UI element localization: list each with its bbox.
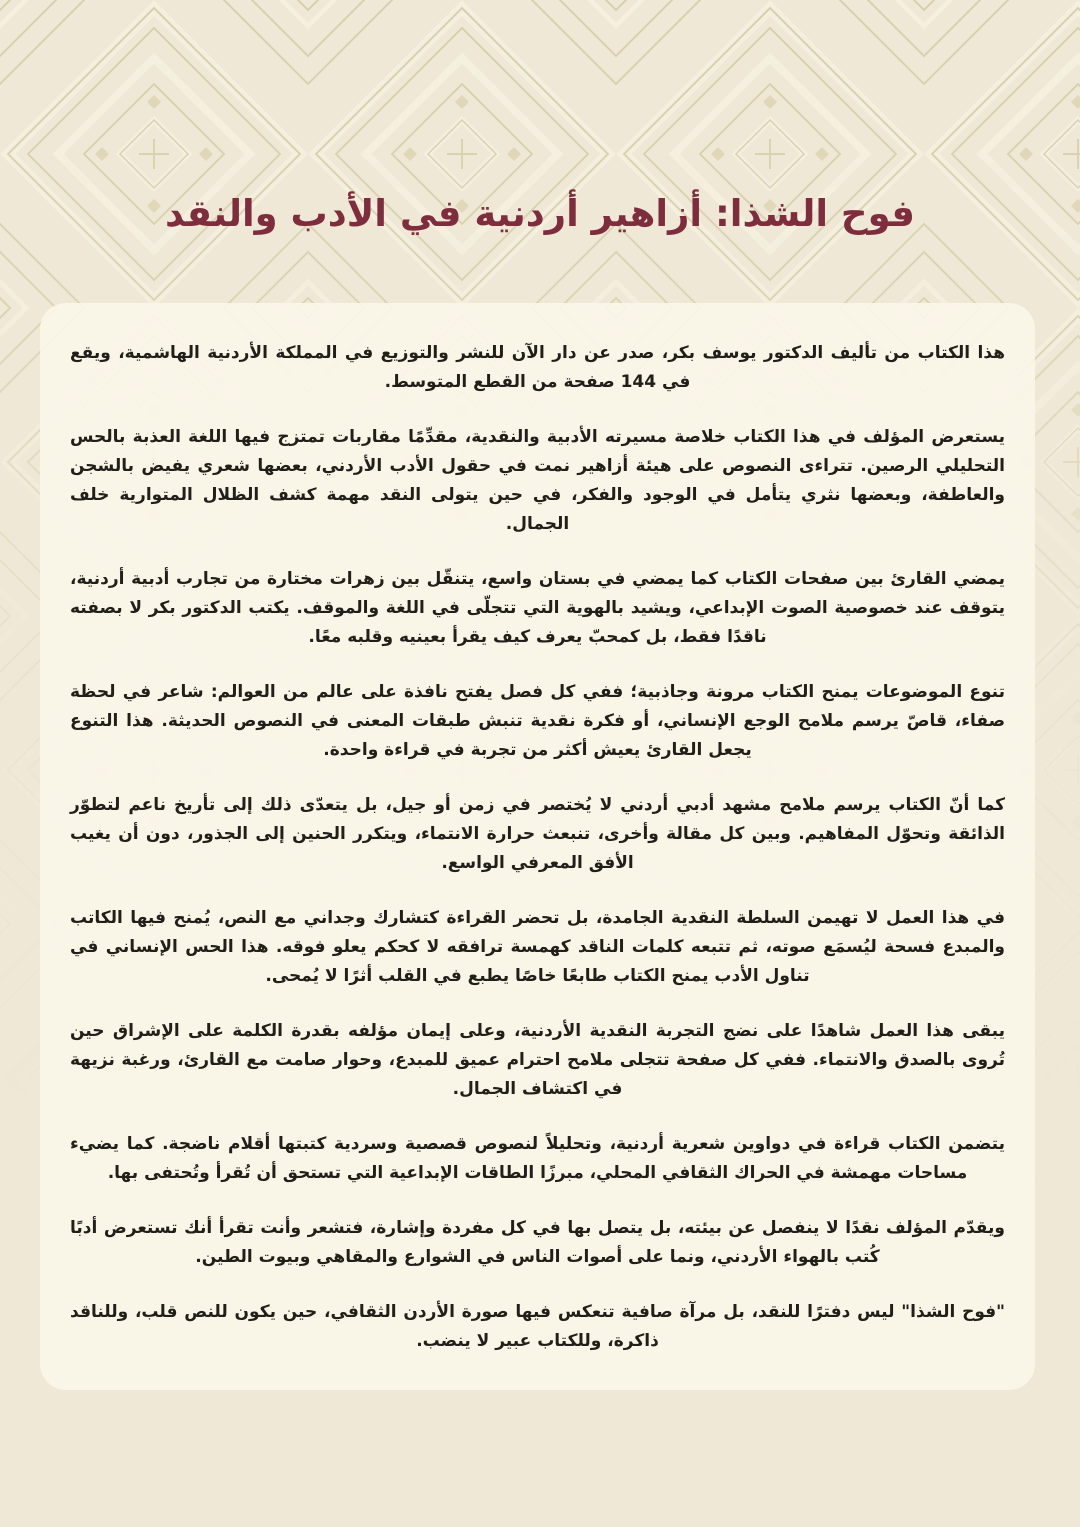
page-title: فوح الشذا: أزاهير أردنية في الأدب والنقد <box>164 192 916 235</box>
paragraph: ويقدّم المؤلف نقدًا لا ينفصل عن بيئته، بل يتصل بها في كل مفردة وإشارة، فتشعر وأنت تقرأ أنك تستعرض أدبًا كُتب بالهواء الأردني، ونما على أصوات الناس في الشوارع والمقاهي وبيوت الطين. <box>70 1218 1005 1267</box>
paragraph: يبقى هذا العمل شاهدًا على نضج التجربة النقدية الأردنية، وعلى إيمان مؤلفه بقدرة الكلمة على الإشراق حين تُروى بالصدق والانتماء. ففي كل صفحة تتجلى ملامح احترام عميق للمبدع، وحوار صامت مع القارئ، ورغبة نزيهة في اكتشاف الجمال. <box>70 1021 1005 1099</box>
paragraph: يستعرض المؤلف في هذا الكتاب خلاصة مسيرته الأدبية والنقدية، مقدِّمًا مقاربات تمتزج فيها اللغة العذبة بالحس التحليلي الرصين. تتراءى النصوص على هيئة أزاهير نمت في حقول الأدب الأردني، بعضها شعري يفيض بالشجن والعاطفة، وبعضها نثري يتأمل في الوجود والفكر، في حين يتولى النقد مهمة كشف الظلال المتوارية خلف الجمال. <box>70 427 1005 534</box>
paragraph: يتضمن الكتاب قراءة في دواوين شعرية أردنية، وتحليلاً لنصوص قصصية وسردية كتبتها أقلام ناضجة. كما يضيء مساحات مهمشة في الحراك الثقافي المحلي، مبرزًا الطاقات الإبداعية التي تستحق أن تُقرأ وتُحتفى بها. <box>70 1134 1005 1183</box>
article-body <box>70 339 1005 1356</box>
paragraph: هذا الكتاب من تأليف الدكتور يوسف بكر، صدر عن دار الآن للنشر والتوزيع في المملكة الأردنية الهاشمية، ويقع في 144 صفحة من القطع المتوسط. <box>70 343 1005 392</box>
paragraph: يمضي القارئ بين صفحات الكتاب كما يمضي في بستان واسع، يتنقّل بين زهرات مختارة من تجارب أدبية أردنية، يتوقف عند خصوصية الصوت الإبداعي، ويشيد بالهوية التي تتجلّى في اللغة والموقف. يكتب الدكتور بكر لا بصفته ناقدًا فقط، بل كمحبّ يعرف كيف يقرأ بعينيه وقلبه معًا. <box>70 569 1005 647</box>
paragraph: في هذا العمل لا تهيمن السلطة النقدية الجامدة، بل تحضر القراءة كتشارك وجداني مع النص، يُمنح فيها الكاتب والمبدع فسحة ليُسمَع صوته، ثم تتبعه كلمات الناقد كهمسة ترافقه لا كحكم يعلو فوقه. هذا الحس الإنساني في تناول الأدب يمنح الكتاب طابعًا خاصًا يطبع في القلب أثرًا لا يُمحى. <box>70 908 1005 986</box>
content-panel <box>40 303 1035 1390</box>
paragraph: تنوع الموضوعات يمنح الكتاب مرونة وجاذبية؛ ففي كل فصل يفتح نافذة على عالم من العوالم: شاعر في لحظة صفاء، قاصّ يرسم ملامح الوجع الإنساني، أو فكرة نقدية تنبش طبقات المعنى في النصوص الحديثة. هذا التنوع يجعل القارئ يعيش أكثر من تجربة في قراءة واحدة. <box>70 682 1005 760</box>
paragraph: كما أنّ الكتاب يرسم ملامح مشهد أدبي أردني لا يُختصر في زمن أو جيل، بل يتعدّى ذلك إلى تأريخ ناعم لتطوّر الذائقة وتحوّل المفاهيم. وبين كل مقالة وأخرى، تنبعث حرارة الانتماء، ويتكرر الحنين إلى الجذور، دون أن يغيب الأفق المعرفي الواسع. <box>70 795 1005 873</box>
paragraph: "فوح الشذا" ليس دفترًا للنقد، بل مرآة صافية تنعكس فيها صورة الأردن الثقافي، حين يكون للنص قلب، وللناقد ذاكرة، وللكتاب عبير لا ينضب. <box>70 1302 1005 1351</box>
